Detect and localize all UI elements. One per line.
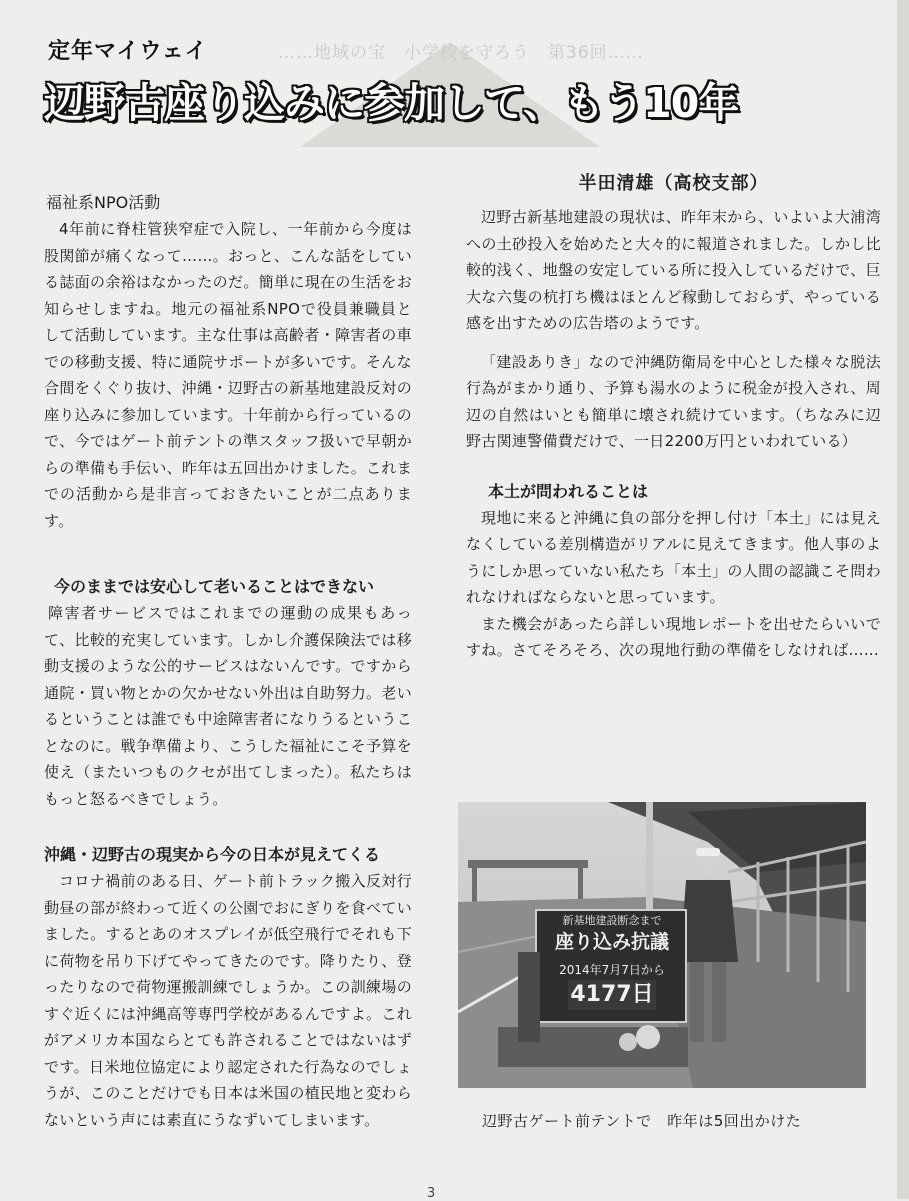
section-heading-mainland: 本土が問われることは [488,481,649,501]
section-text-okinawa: コロナ禍前のある日、ゲート前トラック搬入反対行動昼の部が終わって近くの公園でおにぎりを食べていました。するとあのオスプレイが低空飛行でそれも下に荷物を吊り下げてやってきたのです。降りたり、登ったりなので荷物運搬訓練でしょうか。この訓練場のすぐ近くには沖縄高等専門学校があるんですよ。これがアメリカ本国ならとても許されることではないはずです。日米地位協定により認定された行為なのでしょうが、このことだけでも日本は米国の植民地と変わらないという声には素直にうなずいてしまいます。 [44,872,412,1129]
photo-gate-tent [458,802,866,1088]
sign-line-2: 座り込み抗議 [554,931,669,953]
section-heading-npo: 福祉系NPO活動 [46,193,161,212]
author-byline: 半田清雄（高校支部） [578,173,769,194]
section-heading-aging: 今のままでは安心して老いることはできない [54,577,375,596]
paragraph-status: 辺野古新基地建設の現状は、昨年末から、いよいよ大浦湾への土砂投入を始めたと大々的に報道されました。しかし比較的浅く、地盤の安定している所に投入しているだけで、巨大な六隻の杭打ち機はほとんど稼動しておらず、やっている感を出すための広告塔のようです。 [466,208,881,332]
series-kicker: 定年マイウェイ [48,39,208,64]
section-heading-okinawa: 沖縄・辺野古の現実から今の日本が見えてくる [44,845,381,864]
photo-caption: 辺野古ゲート前テントで 昨年は5回出かけた [482,1112,802,1130]
paragraph-closing: また機会があったら詳しい現地レポートを出せたらいいですね。さてそろそろ、次の現地行動の準備をしなければ…… [466,614,881,659]
page-number: 3 [427,1186,436,1201]
paragraph-illegal-acts: 「建設ありき」なので沖縄防衛局を中心とした様々な脱法行為がまかり通り、予算も湯水のように税金が投入され、周辺の自然はいとも簡単に壊され続けています。（ちなみに辺野古関連警備費だけで、一日2200万円といわれている） [466,352,881,450]
sign-line-4: 4177日 [568,980,656,1010]
bleed-through-text: ……地域の宝 小学校を守ろう 第36回…… [278,43,644,63]
page-edge [897,0,909,1199]
section-text-aging: 障害者サービスではこれまでの運動の成果もあって、比較的充実しています。しかし介護保険法では移動支援のような公的サービスはないんです。ですから通院・買い物とかの欠かせない外出は自助努力。老いるということは誰でも中途障害者になりうるということなのに。戦争準備より、こうした福祉にこそ予算を使え（またいつものクセが出てしまった）。私たちはもっと怒るべきでしょう。 [44,604,412,808]
article-headline: 辺野古座り込みに参加して、もう10年 [44,79,739,127]
section-text-npo: 4年前に脊柱管狭窄症で入院し、一年前から今度は股関節が痛くなって……。おっと、こんな話をしている誌面の余裕はなかったのだ。簡単に現在の生活をお知らせしますね。地元の福祉系NPOで役員兼職員として活動しています。主な仕事は高齢者・障害者の車での移動支援、特に通院サポートが多いです。そんな合間をくぐり抜け、沖縄・辺野古の新基地建設反対の座り込みに参加しています。十年前から行っているので、今ではゲート前テントの準スタッフ扱いで早朝からの準備も手伝い、昨年は五回出かけました。これまでの活動から是非言っておきたいことが二点あります。 [44,220,412,530]
sign-line-1: 新基地建設断念まで [562,914,662,927]
paragraph-discrimination: 現地に来ると沖縄に負の部分を押し付け「本土」には見えなくしている差別構造がリアルに見えてきます。他人事のようにしか思っていない私たち「本土」の人間の認識こそ問われなければならないと思っています。 [466,508,881,606]
right-column [466,170,881,664]
sign-line-3: 2014年7月7日から [559,963,665,977]
left-column [44,190,412,1133]
